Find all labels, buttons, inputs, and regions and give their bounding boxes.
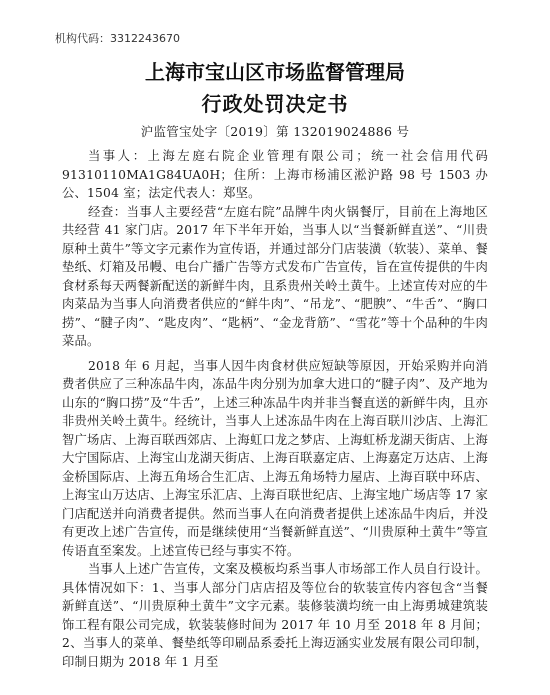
agency-code: 机构代码：3312243670 <box>55 32 180 45</box>
paragraph-party: 当事人：上海左庭右院企业管理有限公司；统一社会信用代码91310110MA1G84UA0H；住所：上海市杨浦区淞沪路 98 号 1503 办公、1504 室；法定代表人：郑坚。 <box>62 149 488 200</box>
paragraph-advertising-details: 当事人上述广告宣传，文案及模板均系当事人市场部工作人员自行设计。具体情况如下：1、当事人部分门店店招及等位台的软装宣传内容包含“当餐新鲜直送”、“川贵原种土黄牛”文字元素。装修装潢均统一由上海勇城建筑装饰工程有限公司完成，软装装修时间为 2017 年 10 月至 2018 年 8 月间；2、当事人的菜单、餐垫纸等印刷品系委托上海迈涵实业发展有限公司印制，印制日期为 2018 年 1 月至 <box>62 562 488 669</box>
document-title: 行政处罚决定书 <box>201 92 349 116</box>
paragraph-frozen-beef: 2018 年 6 月起，当事人因牛肉食材供应短缺等原因，开始采购并向消费者供应了三种冻品牛肉，冻品牛肉分别为加拿大进口的“腱子肉”、及产地为山东的“胸口捞”及“牛舌”，上述三种冻品牛肉并非当餐直送的新鲜牛肉，且亦非贵州关岭土黄牛。经统计，当事人上述冻品牛肉在上海百联川沙店、上海汇智广场店、上海百联西郊店、上海虹口龙之梦店、上海虹桥龙湖天街店、上海大宁国际店、上海宝山龙湖天街店、上海百联嘉定店、上海嘉定万达店、上海金桥国际店、上海五角场合生汇店、上海五角场特力屋店、上海百联中环店、上海宝山万达店、上海宝乐汇店、上海百联世纪店、上海宝地广场店等 17 家门店配送并向消费者提供。然而当事人在向消费者提供上述冻品牛肉后，并没有更改上述广告宣传，而是继续使用“当餐新鲜直送”、“川贵原种土黄牛”等宣传语直至案发。上述宣传已经与事实不符。 <box>62 358 488 558</box>
paragraph-investigation: 经查：当事人主要经营“左庭右院”品牌牛肉火锅餐厅，目前在上海地区共经营 41 家门店。2017 年下半年开始，当事人以“当餐新鲜直送”、“川贵原种土黄牛”等文字元素作为宣传语，并通过部分门店装潢（软装）、菜单、餐垫纸、灯箱及吊幔、电台广播广告等方式发布广告宣传，旨在宣传提供的牛肉食材系每天两餐新配送的新鲜牛肉，且系贵州关岭土黄牛。上述宣传对应的牛肉菜品为当事人向消费者供应的“鲜牛肉”、“吊龙”、“肥腴”、“牛舌”、“胸口捞”、“腱子肉”、“匙皮肉”、“匙柄”、“金龙背筋”、“雪花”等十个品种的牛肉菜品。 <box>62 204 488 348</box>
document-number: 沪监管宝处字〔2019〕第 132019024886 号 <box>140 124 410 139</box>
document-body <box>62 147 488 671</box>
document-title-agency: 上海市宝山区市场监督管理局 <box>145 60 405 84</box>
